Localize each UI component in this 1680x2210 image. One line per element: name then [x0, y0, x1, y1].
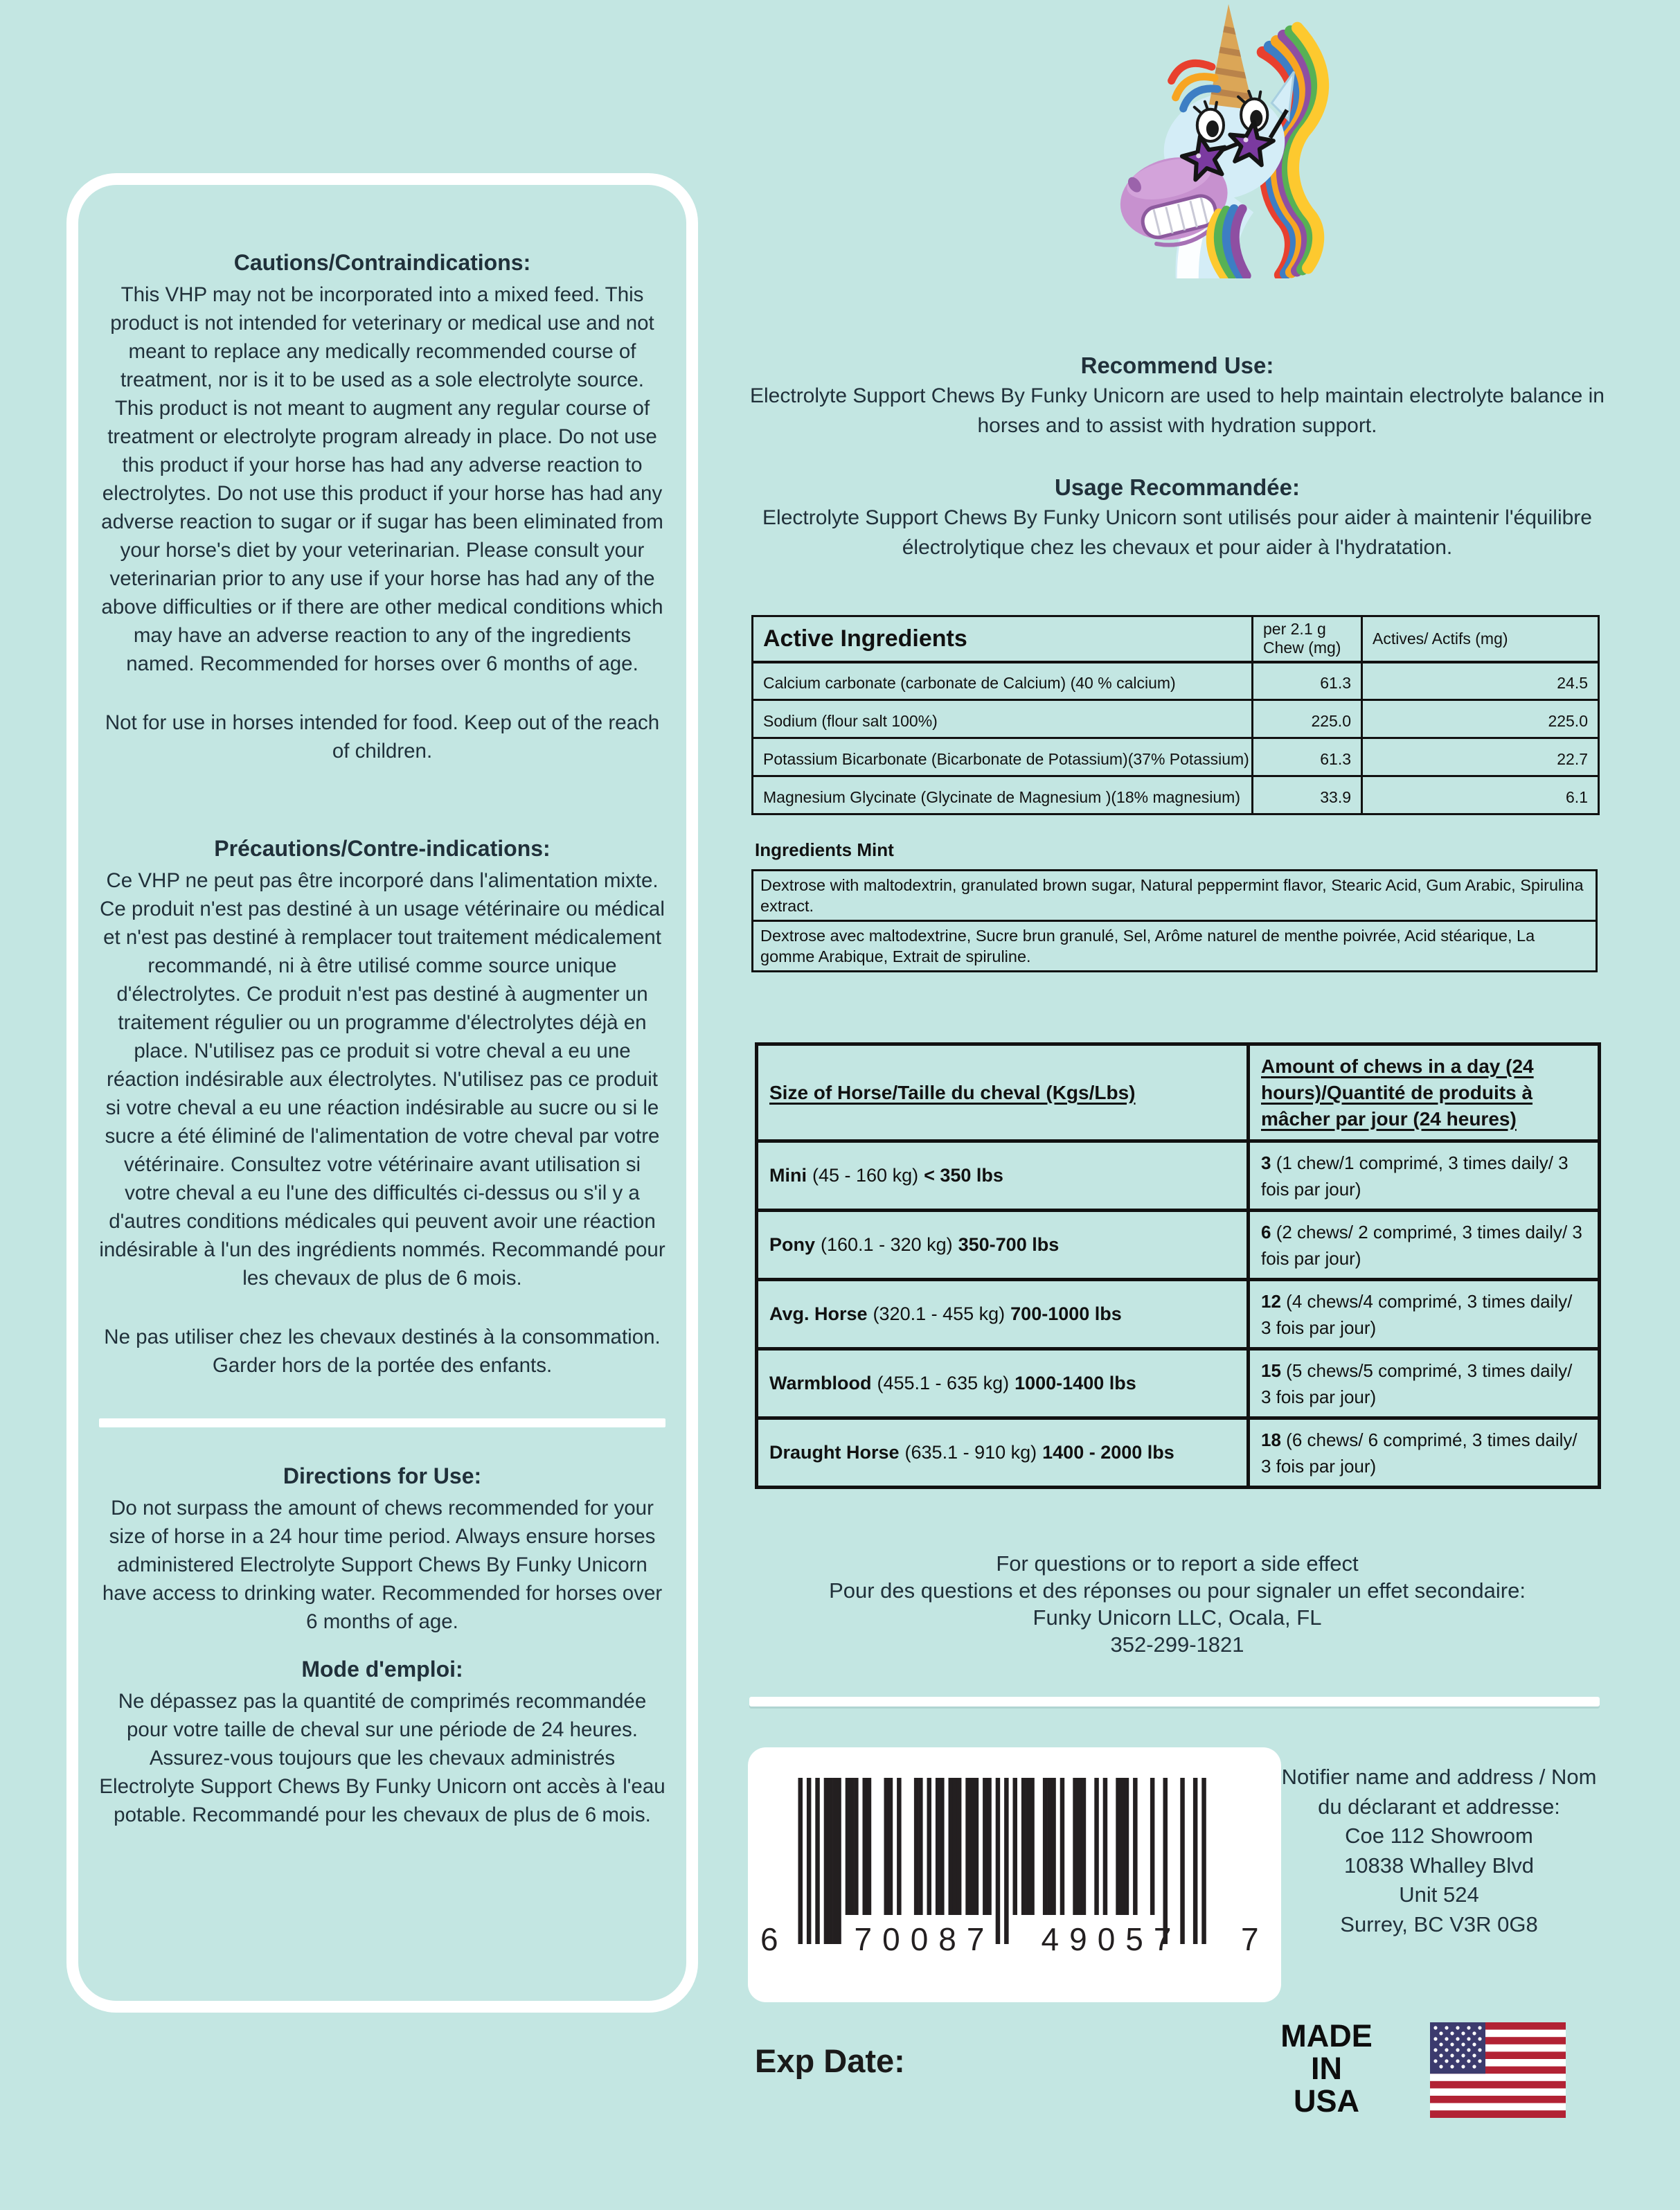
- cautions-panel: [66, 173, 698, 2013]
- actives-value: 24.5: [1362, 662, 1599, 700]
- recommend-use-heading: Recommend Use:: [1080, 353, 1274, 378]
- exp-date-label: Exp Date:: [755, 2042, 905, 2079]
- table-header-row: [757, 1044, 1600, 1141]
- size-name: Mini: [769, 1165, 807, 1186]
- notifier-line: 10838 Whalley Blvd: [1344, 1853, 1534, 1878]
- size-lbs: 700-1000 lbs: [1010, 1303, 1122, 1324]
- size-name: Warmblood: [769, 1373, 872, 1393]
- per-chew-value: 33.9: [1253, 776, 1362, 814]
- made-in-usa-text: [1252, 2020, 1401, 2117]
- per-chew-value: 61.3: [1253, 662, 1362, 700]
- dosage-table: [755, 1042, 1601, 1489]
- ingredient-name: Magnesium Glycinate (Glycinate de Magnesium )(18% magnesium): [753, 776, 1253, 814]
- size-lbs: < 350 lbs: [924, 1165, 1003, 1186]
- cautions-heading: Cautions/Contraindications:: [233, 250, 531, 275]
- barcode: [748, 1747, 1281, 2002]
- notifier-line: Surrey, BC V3R 0G8: [1340, 1912, 1538, 1936]
- cautions-body: This VHP may not be incorporated into a mixed feed. This product is not intended for veterinary or medical use and not meant to replace any medically recommended course of treatment, nor is it to be used as a sole electrolyte source. This product is not meant to augment any regular course of treatment or electrolyte program already in place. Do not use this product if your horse has had any adverse reaction to electrolytes. Do not use this product if your horse has had any adverse reaction to sugar or if sugar has been eliminated from your horse's diet by your veterinarian. Please consult your veterinarian prior to any use if your horse has had any of the above difficulties or if there are other medical conditions which may have an adverse reaction to any of the ingredients named. Recommended for horses over 6 months of age.: [101, 283, 663, 675]
- panel-divider: [99, 1418, 665, 1427]
- ne-pas-utiliser-text: Ne pas utiliser chez les chevaux destinés à la consommation. Garder hors de la portée des enfants.: [104, 1326, 661, 1377]
- size-kg: (635.1 - 910 kg): [904, 1442, 1037, 1463]
- table-row: [757, 1418, 1600, 1488]
- active-ingredients-title: Active Ingredients: [753, 616, 1253, 662]
- section-divider: [749, 1697, 1600, 1706]
- notifier-address: [1273, 1763, 1605, 1939]
- precautions-intro: Ce VHP ne peut pas être incorporé dans l'alimentation mixte.: [106, 869, 659, 892]
- funky-unicorn-logo: [1100, 0, 1349, 278]
- col-actives: Actives/ Actifs (mg): [1362, 616, 1599, 662]
- amount-col-header: Amount of chews in a day (24 hours)/Quantité de produits à mâcher par jour (24 heures): [1261, 1055, 1534, 1130]
- ingredients-french: Dextrose avec maltodextrine, Sucre brun granulé, Sel, Arôme naturel de menthe poivrée, Acid stéarique, La gomme Arabique, Extrait de spiruline.: [753, 920, 1596, 970]
- ingredient-name: Potassium Bicarbonate (Bicarbonate de Potassium)(37% Potassium): [753, 738, 1253, 776]
- barcode-digits: 70087: [854, 1921, 995, 1957]
- ingredients-box: [751, 869, 1598, 972]
- contact-section: [748, 1550, 1607, 1658]
- size-kg: (160.1 - 320 kg): [821, 1234, 953, 1255]
- notifier-line: Unit 524: [1399, 1882, 1479, 1907]
- amount-detail: (5 chews/5 comprimé, 3 times daily/ 3 fois par jour): [1261, 1360, 1573, 1407]
- recommend-use-body: Electrolyte Support Chews By Funky Unicorn are used to help maintain electrolyte balance in horses and to assist with hydration support.: [750, 384, 1605, 437]
- notifier-line: Notifier name and address / Nom: [1281, 1765, 1597, 1789]
- usage-recommandee-heading: Usage Recommandée:: [1055, 474, 1300, 500]
- size-kg: (320.1 - 455 kg): [873, 1303, 1006, 1324]
- amount-value: 15: [1261, 1360, 1281, 1381]
- ingredient-name: Calcium carbonate (carbonate de Calcium) (40 % calcium): [753, 662, 1253, 700]
- precautions-heading: Précautions/Contre-indications:: [214, 836, 551, 861]
- barcode-digit: 7: [1241, 1921, 1259, 1957]
- col-per-chew: per 2.1 g Chew (mg): [1253, 616, 1362, 662]
- size-lbs: 1000-1400 lbs: [1015, 1373, 1136, 1393]
- actives-value: 6.1: [1362, 776, 1599, 814]
- made-line: MADE: [1280, 2018, 1373, 2053]
- table-row: [753, 738, 1599, 776]
- amount-detail: (1 chew/1 comprimé, 3 times daily/ 3 fois par jour): [1261, 1152, 1569, 1200]
- size-col-header: Size of Horse/Taille du cheval (Kgs/Lbs): [769, 1081, 1136, 1103]
- table-row: [753, 662, 1599, 700]
- table-row: [757, 1211, 1600, 1280]
- actives-value: 225.0: [1362, 700, 1599, 738]
- usa-flag-icon: [1430, 2022, 1566, 2121]
- made-line: IN: [1311, 2051, 1342, 2086]
- ingredients-english: Dextrose with maltodextrin, granulated brown sugar, Natural peppermint flavor, Stearic Acid, Gum Arabic, Spirulina extract.: [760, 876, 1584, 915]
- amount-value: 18: [1261, 1429, 1281, 1450]
- contact-phone: 352-299-1821: [1110, 1632, 1244, 1657]
- directions-body: Do not surpass the amount of chews recommended for your size of horse in a 24 hour time period. Always ensure horses administered Electrolyte Support Chews By Funky Unicorn have access to drinking water. Recommended for horses over 6 months of age.: [102, 1497, 663, 1633]
- table-row: [757, 1141, 1600, 1211]
- table-row: [753, 700, 1599, 738]
- per-chew-value: 61.3: [1253, 738, 1362, 776]
- contact-line: Pour des questions et des réponses ou pour signaler un effet secondaire:: [829, 1578, 1526, 1603]
- contact-line: Funky Unicorn LLC, Ocala, FL: [1033, 1605, 1322, 1630]
- table-row: [757, 1349, 1600, 1418]
- per-chew-value: 225.0: [1253, 700, 1362, 738]
- not-for-use-text: Not for use in horses intended for food. Keep out of the reach of children.: [105, 711, 660, 763]
- ingredient-name: Sodium (flour salt 100%): [753, 700, 1253, 738]
- directions-heading: Directions for Use:: [283, 1463, 482, 1488]
- notifier-line: Coe 112 Showroom: [1345, 1824, 1533, 1848]
- amount-detail: (6 chews/ 6 comprimé, 3 times daily/ 3 fois par jour): [1261, 1429, 1578, 1477]
- size-lbs: 1400 - 2000 lbs: [1042, 1442, 1174, 1463]
- precautions-body: Ce produit n'est pas destiné à un usage vétérinaire ou médical et n'est pas destiné à remplacer tout traitement médicalement recommandé, ni à être utilisé comme source unique d'électrolytes. Ce produit n'est pas destiné à augmenter un traitement régulier ou un programme d'électrolytes déjà en place. N'utilisez pas ce produit si votre cheval a eu une réaction indésirable aux électrolytes. N'utilisez pas ce produit si votre cheval a eu une réaction indésirable au sucre ou si le sucre a été éliminé de l'alimentation de votre cheval par votre vétérinaire. Consultez votre vétérinaire avant utilisation si votre cheval a eu l'une des difficultés ci-dessus ou s'il y a d'autres conditions médicales qui peuvent avoir une réaction indésirable à l'un des ingrédients nommés. Recommandé pour les chevaux de plus de 6 mois.: [99, 898, 665, 1290]
- size-kg: (45 - 160 kg): [812, 1165, 919, 1186]
- amount-value: 3: [1261, 1152, 1271, 1173]
- notifier-line: du déclarant et addresse:: [1318, 1794, 1560, 1819]
- amount-detail: (4 chews/4 comprimé, 3 times daily/ 3 fois par jour): [1261, 1290, 1573, 1338]
- made-line: USA: [1293, 2083, 1359, 2119]
- size-kg: (455.1 - 635 kg): [877, 1373, 1010, 1393]
- active-ingredients-table: [751, 615, 1600, 815]
- barcode-digit: 6: [760, 1921, 778, 1957]
- unicorn-icon: [1100, 0, 1349, 278]
- size-name: Avg. Horse: [769, 1303, 868, 1324]
- recommend-use-section: [748, 350, 1607, 562]
- size-name: Draught Horse: [769, 1442, 900, 1463]
- amount-value: 6: [1261, 1221, 1271, 1242]
- amount-detail: (2 chews/ 2 comprimé, 3 times daily/ 3 fois par jour): [1261, 1221, 1582, 1269]
- ingredients-mint-label: Ingredients Mint: [755, 839, 894, 860]
- mode-demploi-heading: Mode d'emploi:: [301, 1657, 463, 1682]
- size-lbs: 350-700 lbs: [958, 1234, 1060, 1255]
- size-name: Pony: [769, 1234, 816, 1255]
- table-row: [753, 776, 1599, 814]
- actives-value: 22.7: [1362, 738, 1599, 776]
- usage-recommandee-body: Electrolyte Support Chews By Funky Unicorn sont utilisés pour aider à maintenir l'équilibre électrolytique chez les chevaux et pour aider à l'hydratation.: [762, 506, 1592, 559]
- amount-value: 12: [1261, 1290, 1281, 1312]
- contact-line: For questions or to report a side effect: [996, 1551, 1359, 1576]
- barcode-digits: 49057: [1041, 1921, 1182, 1957]
- mode-demploi-body: Ne dépassez pas la quantité de comprimés recommandée pour votre taille de cheval sur une période de 24 heures. Assurez-vous toujours que les chevaux administrés Electrolyte Support Chews By Funky Unicorn ont accès à l'eau potable. Recommandé pour les chevaux de plus de 6 mois.: [99, 1690, 665, 1826]
- table-row: [757, 1280, 1600, 1349]
